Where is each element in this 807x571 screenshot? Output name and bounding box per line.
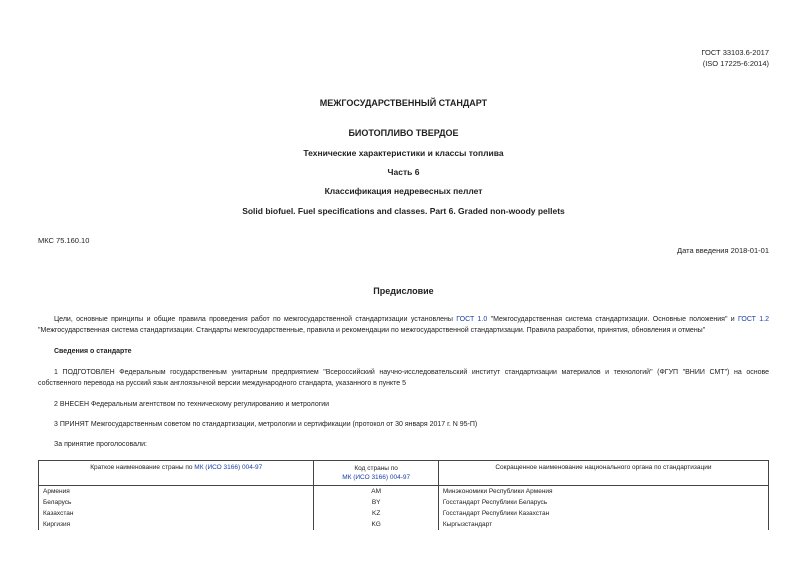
gost-1-2-link[interactable]: ГОСТ 1.2 xyxy=(738,316,769,323)
code-cell: BY xyxy=(314,497,438,508)
foreword-text-b: "Межгосударственная система стандартизации. Основные положения" и xyxy=(487,316,738,323)
document-part: Часть 6 xyxy=(387,167,420,177)
english-title: Solid biofuel. Fuel specifications and classes. Part 6. Graded non-woody pellets xyxy=(242,206,565,216)
gost-1-0-link[interactable]: ГОСТ 1.0 xyxy=(456,316,488,323)
country-cell: Казахстан xyxy=(39,508,314,519)
body-cell: Госстандарт Республики Казахстан xyxy=(438,508,768,519)
voted-paragraph: За принятие проголосовали: xyxy=(54,441,147,448)
document-title: БИОТОПЛИВО ТВЕРДОЕ xyxy=(348,128,459,138)
header-national-body: Сокращенное наименование национального органа по стандартизации xyxy=(438,461,768,486)
iso-code: (ISO 17225-6:2014) xyxy=(702,59,769,68)
table-row xyxy=(39,519,769,530)
voting-table xyxy=(38,460,769,530)
table-row xyxy=(39,508,769,519)
table-row xyxy=(39,497,769,508)
part-title: Классификация недревесных пеллет xyxy=(324,186,483,196)
mk-iso-link-2[interactable]: МК (ИСО 3166) 004-97 xyxy=(342,474,411,481)
document-subtitle: Технические характеристики и классы топлива xyxy=(303,148,504,158)
country-cell: Беларусь xyxy=(39,497,314,508)
foreword-text-c: "Межгосударственная система стандартизации. Стандарты межгосударственные, правила и рекомендации по межгосударственной стандартизации. Правила разработки, принятия, обновления и отмены" xyxy=(38,326,706,334)
mks-code: МКС 75.160.10 xyxy=(38,236,90,245)
prepared-paragraph xyxy=(38,368,769,389)
submitted-paragraph: 2 ВНЕСЕН Федеральным агентством по техническому регулированию и метрологии xyxy=(54,401,330,408)
table-header-row xyxy=(39,461,769,486)
code-cell: KZ xyxy=(314,508,438,519)
info-heading: Сведения о стандарте xyxy=(54,348,132,355)
mk-iso-link[interactable]: МК (ИСО 3166) 004-97 xyxy=(194,464,263,471)
country-cell: Армения xyxy=(39,486,314,498)
effective-date: Дата введения 2018-01-01 xyxy=(677,246,769,255)
country-cell: Киргизия xyxy=(39,519,314,530)
prepared-text: 1 ПОДГОТОВЛЕН Федеральным государственным унитарным предприятием "Всероссийский научно-исследовательский институт стандартизации материалов и технологий" (ФГУП "ВНИИ СМТ") на основе собственного перевода на русский язык англоязычной версии международного стандарта, указанного в пункте 5 xyxy=(38,369,769,387)
body-cell: Минэкономики Республики Армения xyxy=(438,486,768,498)
body-cell: Кыргызстандарт xyxy=(438,519,768,530)
standard-type: МЕЖГОСУДАРСТВЕННЫЙ СТАНДАРТ xyxy=(319,98,488,108)
document-code xyxy=(701,47,769,69)
foreword-heading: Предисловие xyxy=(373,286,434,296)
gost-code: ГОСТ 33103.6-2017 xyxy=(701,48,769,57)
body-cell: Госстандарт Республики Беларусь xyxy=(438,497,768,508)
adopted-paragraph: 3 ПРИНЯТ Межгосударственным советом по стандартизации, метрологии и сертификации (протокол от 30 января 2017 г. N 95-П) xyxy=(54,421,478,428)
foreword-paragraph xyxy=(38,315,769,336)
foreword-text-a: Цели, основные принципы и общие правила проведения работ по межгосударственной стандартизации установлены xyxy=(54,316,457,323)
table-row xyxy=(39,486,769,498)
code-cell: KG xyxy=(314,519,438,530)
header-country-code: Код страны по МК (ИСО 3166) 004-97 xyxy=(314,461,438,486)
header-country-name: Краткое наименование страны по МК (ИСО 3166) 004-97 xyxy=(39,461,314,486)
code-cell: AM xyxy=(314,486,438,498)
